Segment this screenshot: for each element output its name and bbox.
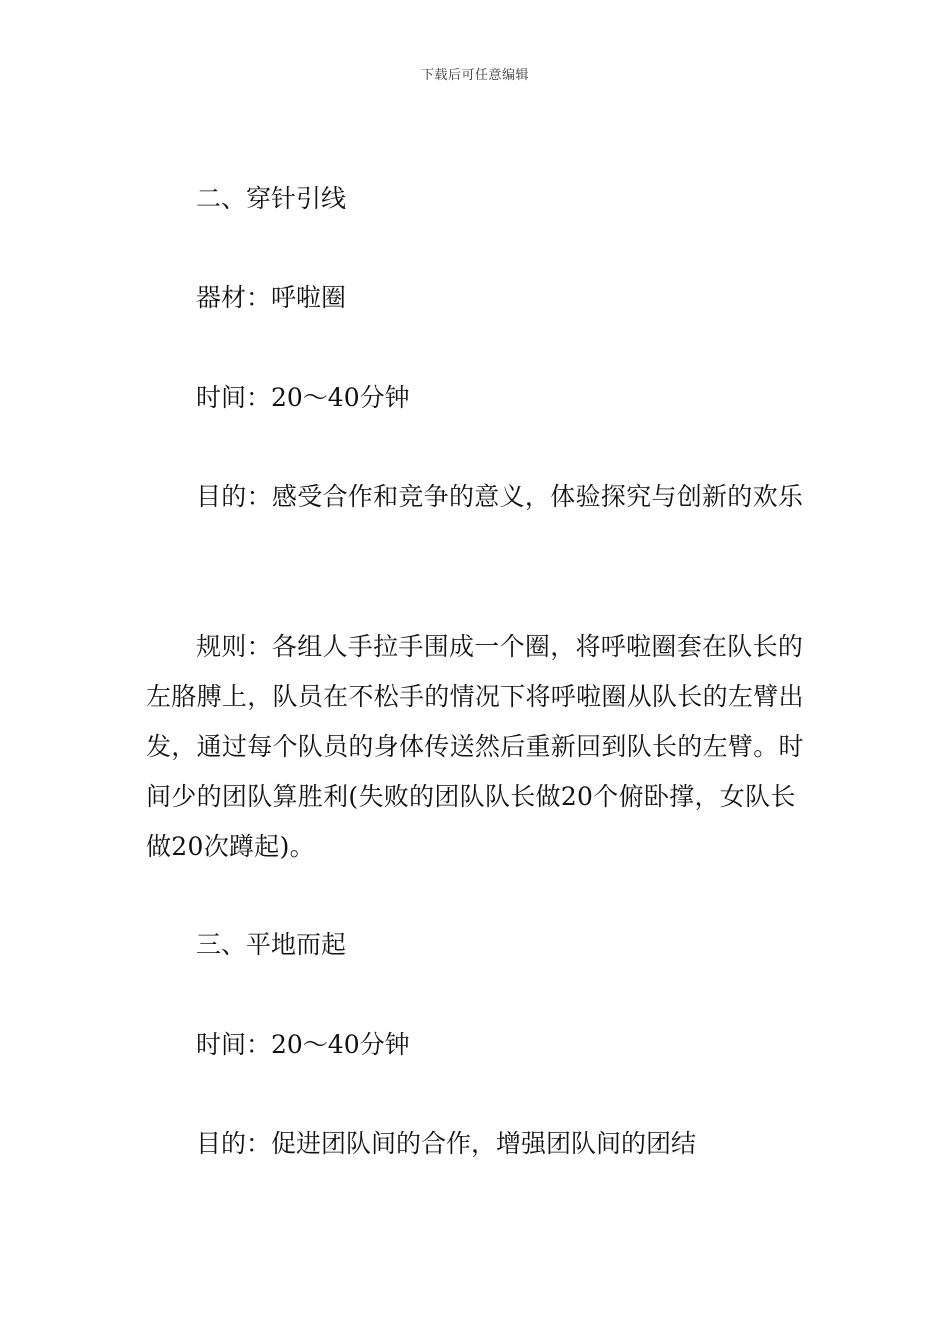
section-2-equipment: 器材：呼啦圈 — [196, 283, 347, 312]
section-3-time: 时间：20～40分钟 — [196, 1030, 410, 1059]
section-3-title: 三、平地而起 — [196, 930, 347, 959]
section-2-time: 时间：20～40分钟 — [196, 383, 410, 412]
page-header-note: 下载后可任意编辑 — [420, 68, 529, 83]
section-3-purpose: 目的：促进团队间的合作，增强团队间的团结 — [196, 1129, 697, 1158]
section-2-purpose: 目的：感受合作和竞争的意义，体验探究与创新的欢乐 — [196, 482, 804, 511]
section-2-rules: 规则：各组人手拉手围成一个圈，将呼啦圈套在队长的左胳膊上，队员在不松手的情况下将呼啦圈从队长的左臂出发，通过每个队员的身体传送然后重新回到队长的左臂。时间少的团队算胜利(失败的团队队长做20个俯卧撑，女队长做20次蹲起)。 — [146, 632, 804, 861]
section-2-title: 二、穿针引线 — [196, 184, 347, 213]
